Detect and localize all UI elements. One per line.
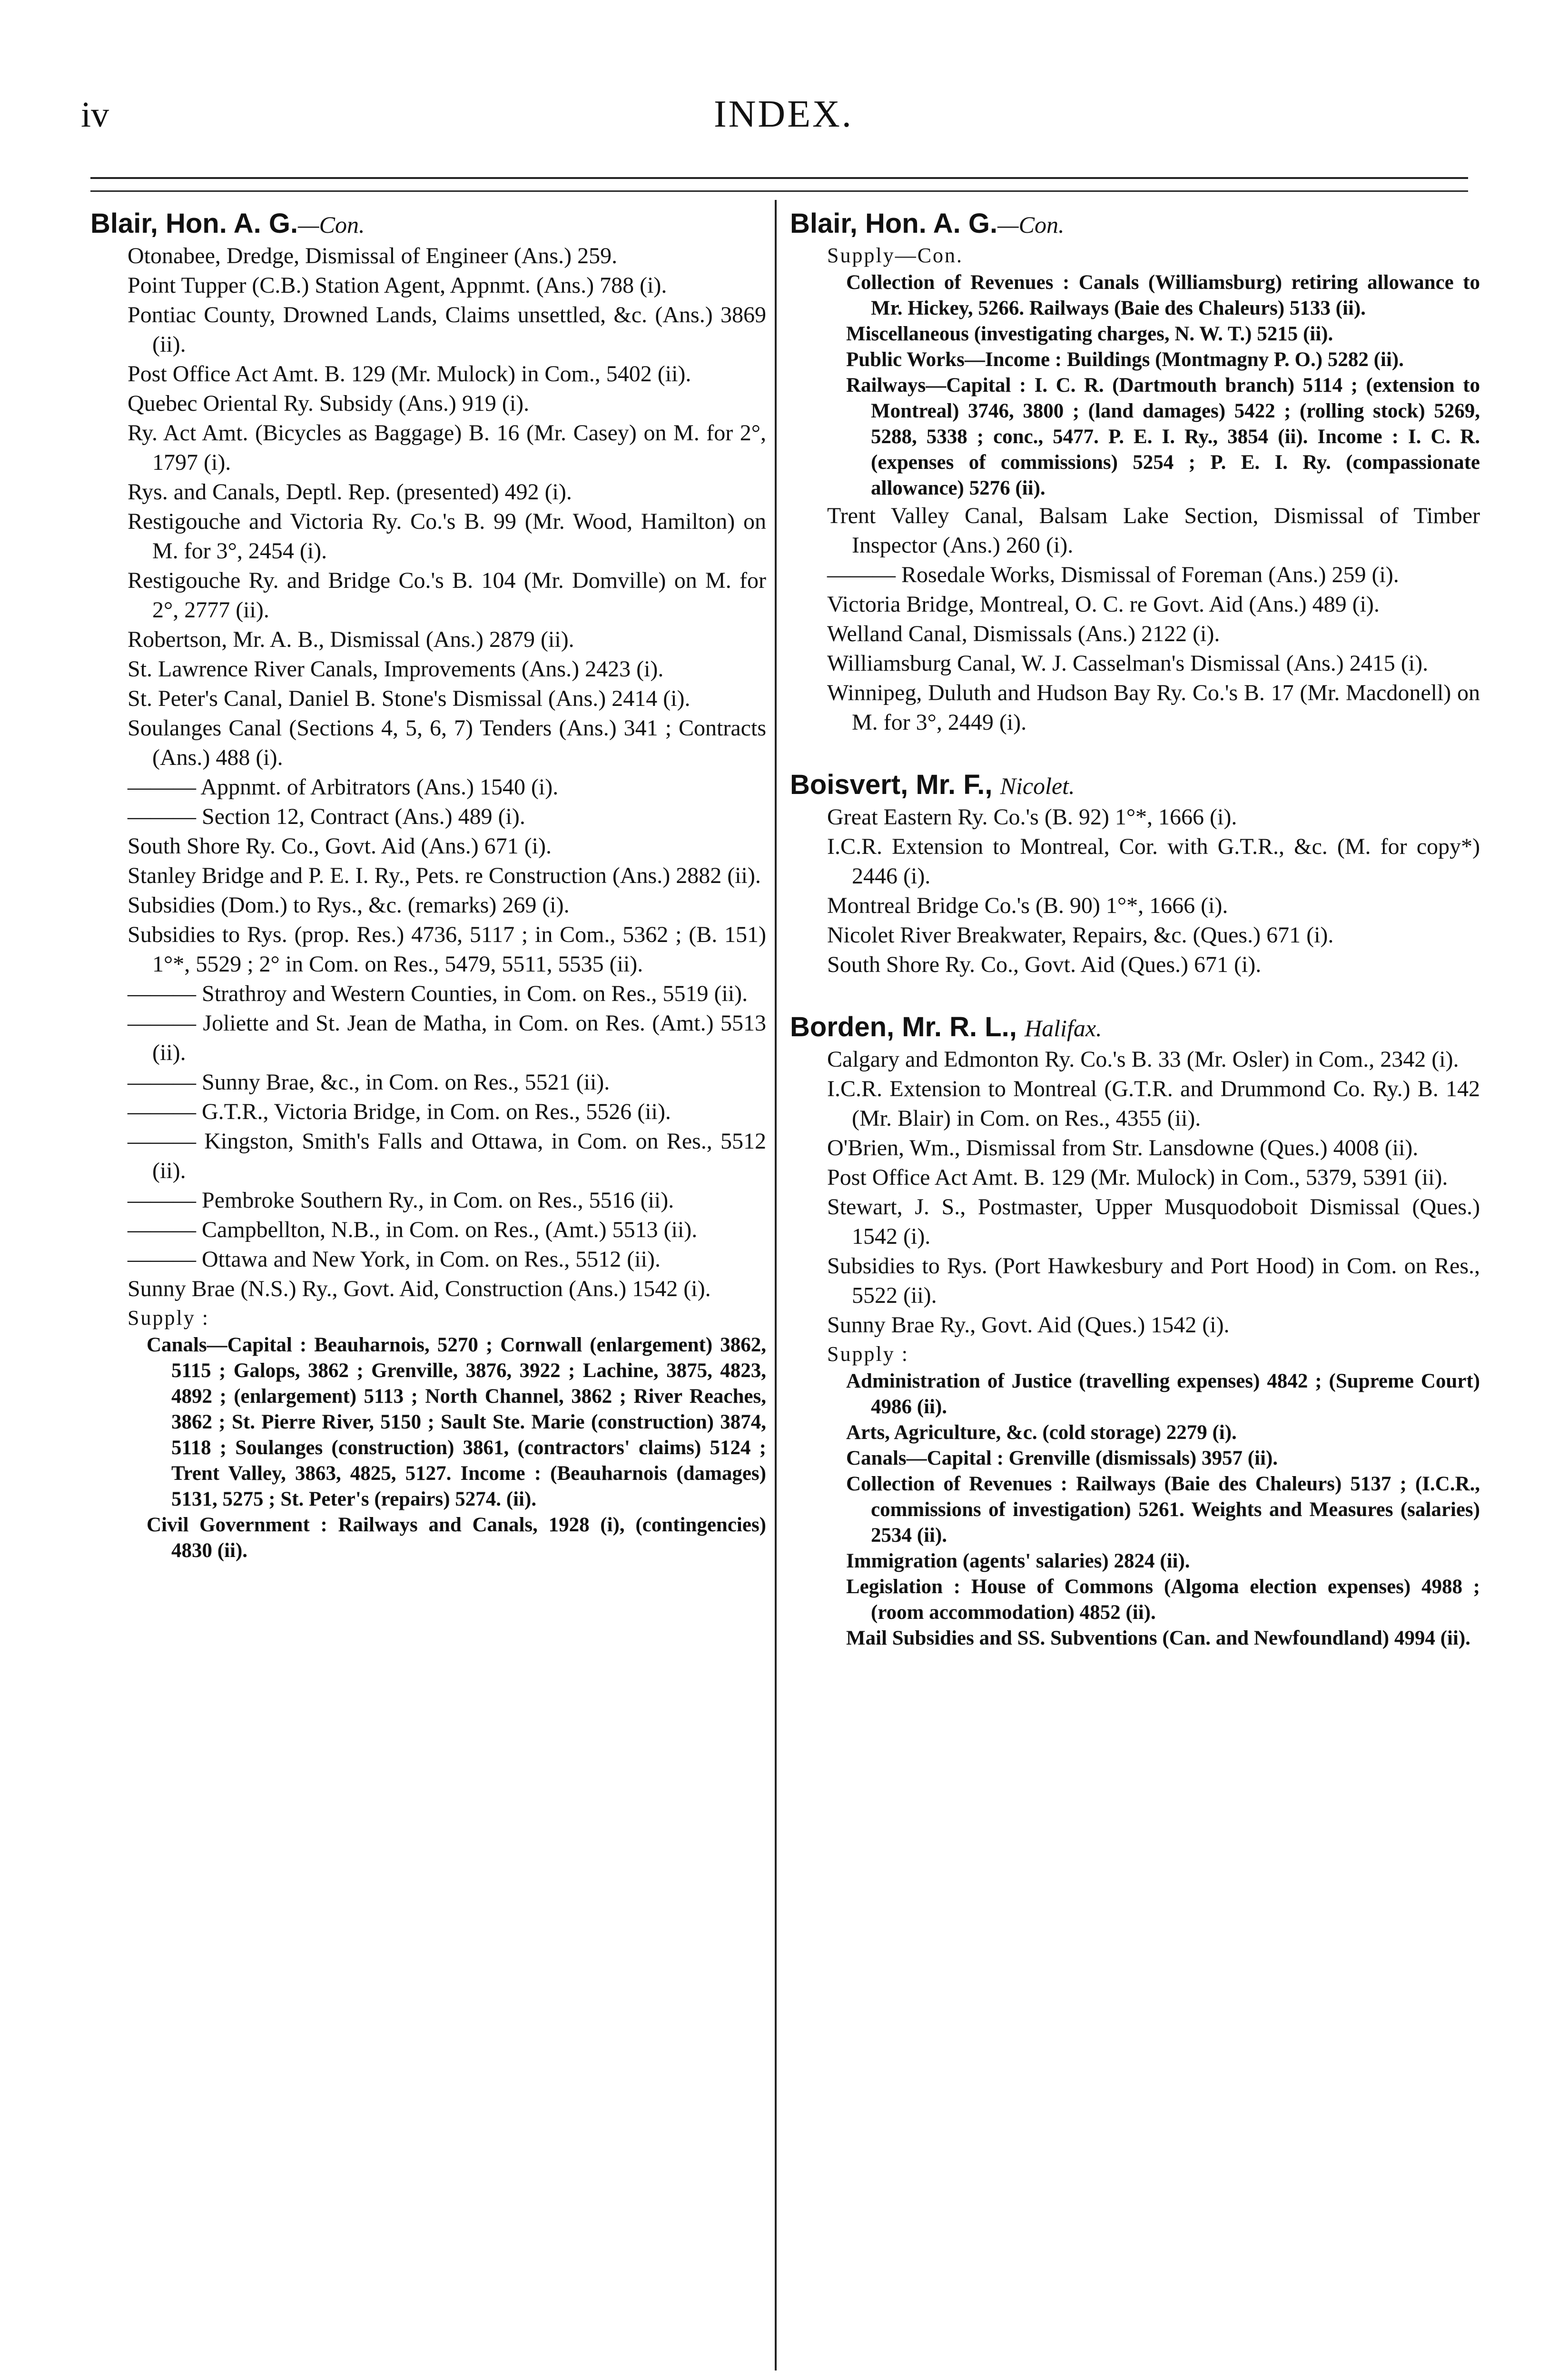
index-entry: Ry. Act Amt. (Bicycles as Baggage) B. 16 (Mr. Casey) on M. for 2°, 1797 (i).: [128, 420, 766, 475]
index-entry: St. Peter's Canal, Daniel B. Stone's Dismissal (Ans.) 2414 (i).: [128, 685, 691, 711]
section-borden: [790, 1013, 1480, 1651]
entry-list: [790, 1045, 1480, 1340]
index-entry: ——— Sunny Brae, &c., in Com. on Res., 5521 (ii).: [128, 1069, 610, 1095]
index-entry: Miscellaneous (investigating charges, N. W. T.) 5215 (ii).: [846, 322, 1333, 345]
index-entry: Calgary and Edmonton Ry. Co.'s B. 33 (Mr. Osler) in Com., 2342 (i).: [827, 1046, 1459, 1072]
index-entry: Administration of Justice (travelling expenses) 4842 ; (Supreme Court) 4986 (ii).: [846, 1369, 1480, 1418]
index-entry: Canals—Capital : Grenville (dismissals) 3957 (ii).: [846, 1447, 1278, 1469]
index-entry: ——— Kingston, Smith's Falls and Ottawa, in Com. on Res., 5512 (ii).: [128, 1128, 766, 1183]
index-entry: Stanley Bridge and P. E. I. Ry., Pets. re Construction (Ans.) 2882 (ii).: [128, 863, 761, 888]
index-entry: Robertson, Mr. A. B., Dismissal (Ans.) 2879 (ii).: [128, 626, 574, 652]
index-entry: Rys. and Canals, Deptl. Rep. (presented) 492 (i).: [128, 479, 572, 505]
index-entry: Victoria Bridge, Montreal, O. C. re Govt. Aid (Ans.) 489 (i).: [827, 591, 1380, 617]
index-entry: Stewart, J. S., Postmaster, Upper Musquodoboit Dismissal (Ques.) 1542 (i).: [827, 1194, 1480, 1249]
entry-list: [90, 241, 766, 1304]
index-entry: I.C.R. Extension to Montreal (G.T.R. and Drummond Co. Ry.) B. 142 (Mr. Blair) in Com. on Res., 4355 (ii).: [827, 1076, 1480, 1131]
index-entry: Sunny Brae (N.S.) Ry., Govt. Aid, Construction (Ans.) 1542 (i).: [128, 1276, 711, 1301]
index-entry: ——— Strathroy and Western Counties, in Com. on Res., 5519 (ii).: [128, 981, 748, 1006]
index-entry: Restigouche Ry. and Bridge Co.'s B. 104 (Mr. Domville) on M. for 2°, 2777 (ii).: [128, 567, 766, 623]
right-column: [790, 209, 1480, 1685]
index-entry: South Shore Ry. Co., Govt. Aid (Ans.) 671 (i).: [128, 833, 552, 859]
index-entry: ——— Joliette and St. Jean de Matha, in Com. on Res. (Amt.) 5513 (ii).: [128, 1010, 766, 1065]
supply-list: [790, 1368, 1480, 1651]
index-entry: ——— Ottawa and New York, in Com. on Res., 5512 (ii).: [128, 1246, 661, 1272]
index-entry: Post Office Act Amt. B. 129 (Mr. Mulock) in Com., 5379, 5391 (ii).: [827, 1164, 1448, 1190]
index-entry: ——— Appnmt. of Arbitrators (Ans.) 1540 (i).: [128, 774, 559, 800]
index-entry: Otonabee, Dredge, Dismissal of Engineer (Ans.) 259.: [128, 243, 618, 268]
index-entry: Subsidies (Dom.) to Rys., &c. (remarks) 269 (i).: [128, 892, 570, 918]
index-entry: Winnipeg, Duluth and Hudson Bay Ry. Co.'s B. 17 (Mr. Macdonell) on M. for 3°, 2449 (i).: [827, 680, 1480, 735]
section-boisvert: [790, 771, 1480, 980]
index-entry: Welland Canal, Dismissals (Ans.) 2122 (i).: [827, 621, 1220, 646]
entry-list: [790, 803, 1480, 980]
page-number: iv: [81, 95, 109, 135]
index-entry: Immigration (agents' salaries) 2824 (ii).: [846, 1549, 1190, 1572]
index-entry: South Shore Ry. Co., Govt. Aid (Ques.) 671 (i).: [827, 952, 1262, 977]
header-rule-double: [90, 190, 1468, 192]
entry-heading: Blair, Hon. A. G.—Con.: [790, 208, 1065, 239]
index-entry: Civil Government : Railways and Canals, 1928 (i), (contingencies) 4830 (ii).: [147, 1513, 766, 1562]
index-entry: ——— Campbellton, N.B., in Com. on Res., (Amt.) 5513 (ii).: [128, 1217, 698, 1242]
index-entry: ——— G.T.R., Victoria Bridge, in Com. on Res., 5526 (ii).: [128, 1099, 671, 1124]
index-entry: Subsidies to Rys. (Port Hawkesbury and Port Hood) in Com. on Res., 5522 (ii).: [827, 1253, 1480, 1308]
index-entry: ——— Section 12, Contract (Ans.) 489 (i).: [128, 803, 525, 829]
index-entry: Williamsburg Canal, W. J. Casselman's Dismissal (Ans.) 2415 (i).: [827, 650, 1429, 676]
index-entry: Restigouche and Victoria Ry. Co.'s B. 99 (Mr. Wood, Hamilton) on M. for 3°, 2454 (i).: [128, 508, 766, 564]
entry-heading: Blair, Hon. A. G.—Con.: [90, 208, 365, 239]
index-entry: Post Office Act Amt. B. 129 (Mr. Mulock) in Com., 5402 (ii).: [128, 361, 691, 387]
index-entry: ——— Rosedale Works, Dismissal of Foreman (Ans.) 259 (i).: [827, 562, 1399, 587]
index-entry: I.C.R. Extension to Montreal, Cor. with G.T.R., &c. (M. for copy*) 2446 (i).: [827, 833, 1480, 889]
index-entry: Trent Valley Canal, Balsam Lake Section, Dismissal of Timber Inspector (Ans.) 260 (i).: [827, 503, 1480, 558]
entry-heading: Borden, Mr. R. L., Halifax.: [790, 1011, 1102, 1042]
index-entry: Point Tupper (C.B.) Station Agent, Appnmt. (Ans.) 788 (i).: [128, 272, 667, 298]
supply-list: [90, 1332, 766, 1564]
index-entry: Railways—Capital : I. C. R. (Dartmouth branch) 5114 ; (extension to Montreal) 3746, 3800 ; (land damages) 5422 ; (rolling stock) 5269, 5288, 5338 ; conc., 5477. P. E. I. Ry., 3854 (ii). Income : I. C. R. (expenses of commissions) 5254 ; P. E. I. Ry. (compassionate allowance) 5276 (ii).: [846, 374, 1480, 499]
index-entry: Montreal Bridge Co.'s (B. 90) 1°*, 1666 (i).: [827, 892, 1228, 918]
supply-list: [790, 270, 1480, 501]
index-entry: Arts, Agriculture, &c. (cold storage) 2279 (i).: [846, 1421, 1237, 1444]
left-column: [90, 209, 766, 1564]
column-divider: [775, 200, 777, 2370]
index-entry: ——— Pembroke Southern Ry., in Com. on Res., 5516 (ii).: [128, 1187, 674, 1213]
index-entry: Mail Subsidies and SS. Subventions (Can. and Newfoundland) 4994 (ii).: [846, 1626, 1470, 1649]
index-entry: Public Works—Income : Buildings (Montmagny P. O.) 5282 (ii).: [846, 348, 1404, 371]
index-entry: Legislation : House of Commons (Algoma election expenses) 4988 ; (room accommodation) 4852 (ii).: [846, 1575, 1480, 1624]
page-title: INDEX.: [714, 93, 853, 135]
entry-heading: Boisvert, Mr. F., Nicolet.: [790, 769, 1075, 800]
supply-label: Supply :: [128, 1306, 209, 1329]
index-entry: Soulanges Canal (Sections 4, 5, 6, 7) Tenders (Ans.) 341 ; Contracts (Ans.) 488 (i).: [128, 715, 766, 770]
index-entry: Canals—Capital : Beauharnois, 5270 ; Cornwall (enlargement) 3862, 5115 ; Galops, 3862 ; Grenville, 3876, 3922 ; Lachine, 3875, 4823, 4892 ; (enlargement) 5113 ; North Channel, 3862 ; River Reaches, 3862 ; St. Pierre River, 5150 ; Sault Ste. Marie (construction) 3874, 5118 ; Soulanges (construction) 3861, (contractors' claims) 5124 ; Trent Valley, 3863, 4825, 5127. Income : (Beauharnois (damages) 5131, 5275 ; St. Peter's (repairs) 5274. (ii).: [147, 1333, 766, 1510]
index-entry: Sunny Brae Ry., Govt. Aid (Ques.) 1542 (i).: [827, 1312, 1230, 1338]
supply-label: Supply :: [827, 1342, 909, 1366]
header-rule: [90, 177, 1468, 179]
index-entry: Collection of Revenues : Railways (Baie des Chaleurs) 5137 ; (I.C.R., commissions of investigation) 5261. Weights and Measures (salaries) 2534 (ii).: [846, 1472, 1480, 1547]
index-entry: Pontiac County, Drowned Lands, Claims unsettled, &c. (Ans.) 3869 (ii).: [128, 302, 766, 357]
index-entry: Great Eastern Ry. Co.'s (B. 92) 1°*, 1666 (i).: [827, 804, 1237, 830]
section-blair-continued: [790, 209, 1480, 737]
index-entry: St. Lawrence River Canals, Improvements (Ans.) 2423 (i).: [128, 656, 664, 682]
index-entry: Subsidies to Rys. (prop. Res.) 4736, 5117 ; in Com., 5362 ; (B. 151) 1°*, 5529 ; 2° in Com. on Res., 5479, 5511, 5535 (ii).: [128, 922, 766, 977]
index-entry: O'Brien, Wm., Dismissal from Str. Lansdowne (Ques.) 4008 (ii).: [827, 1135, 1419, 1160]
index-entry: Nicolet River Breakwater, Repairs, &c. (Ques.) 671 (i).: [827, 922, 1334, 948]
supply-label: Supply—Con.: [827, 243, 964, 267]
index-entry: Collection of Revenues : Canals (Williamsburg) retiring allowance to Mr. Hickey, 5266. Railways (Baie des Chaleurs) 5133 (ii).: [846, 271, 1480, 319]
index-entry: Quebec Oriental Ry. Subsidy (Ans.) 919 (i).: [128, 390, 530, 416]
entry-list: [790, 501, 1480, 737]
